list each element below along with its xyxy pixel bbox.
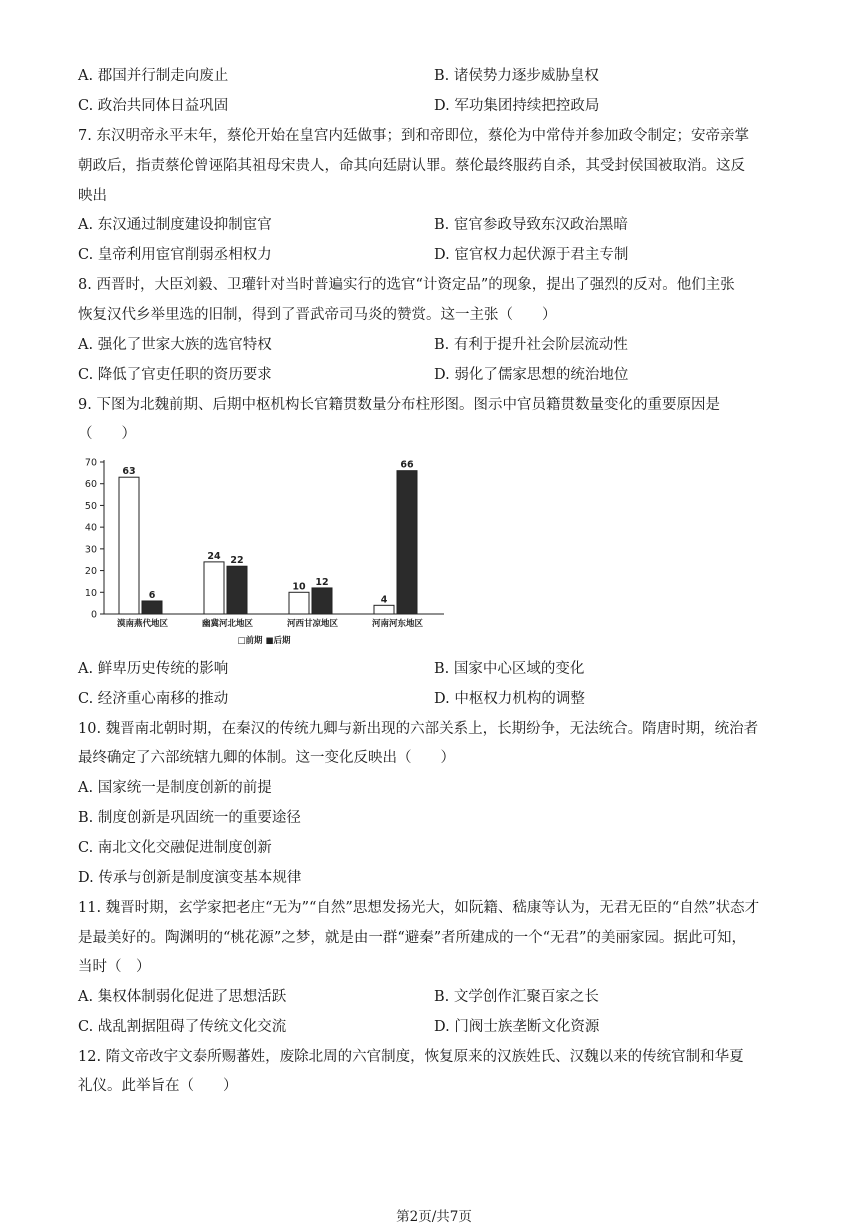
q8-option-b: B. 有利于提升社会阶层流动性 (434, 337, 628, 353)
q7-stem-line-2: 朝政后，指责蔡伦曾诬陷其祖母宋贵人，命其向廷尉认罪。蔡伦最终服药自杀，其受封侯国被取消。这反 (78, 158, 745, 174)
q7-stem-line-3: 映出 (78, 188, 107, 204)
q8-stem-line-2: 恢复汉代乡举里选的旧制，得到了晋武帝司马炎的赞赏。这一主张（ ） (78, 307, 557, 323)
y-tick-label: 10 (84, 587, 97, 599)
q8-option-d: D. 弱化了儒家思想的统治地位 (434, 367, 629, 383)
q11-option-b: B. 文学创作汇聚百家之长 (434, 989, 599, 1005)
q11-option-d: D. 门阀士族垄断文化资源 (434, 1019, 600, 1035)
q11-option-a: A. 集权体制弱化促进了思想活跃 (78, 989, 287, 1005)
bar (119, 477, 139, 614)
y-tick-label: 60 (84, 479, 97, 491)
bar (289, 592, 309, 614)
q6-option-b: B. 诸侯势力逐步威胁皇权 (434, 68, 599, 84)
y-tick-label: 70 (84, 457, 97, 469)
q6-option-d: D. 军功集团持续把控政局 (434, 98, 600, 114)
category-label: 漠南燕代地区 (116, 619, 169, 629)
q10-option-c: C. 南北文化交融促进制度创新 (78, 840, 272, 856)
q12-stem-line-1: 12. 隋文帝改宇文泰所赐蕃姓，废除北周的六官制度，恢复原来的汉族姓氏、汉魏以来的传统官制和华夏 (78, 1049, 744, 1065)
q12-stem-line-2: 礼仪。此举旨在（ ） (78, 1078, 238, 1094)
q9-stem-line-2: （ ） (78, 426, 136, 442)
q9-option-d: D. 中枢权力机构的调整 (434, 691, 585, 707)
category-label: 河南河东地区 (371, 619, 424, 629)
y-tick-label: 50 (84, 500, 97, 512)
data-label: 12 (315, 576, 329, 588)
y-tick-label: 20 (84, 566, 97, 578)
q7-option-a: A. 东汉通过制度建设抑制宦官 (78, 217, 272, 233)
q11-stem-line-2: 是最美好的。陶渊明的“桃花源”之梦，就是由一群“避秦”者所建成的一个“无君”的美丽家园。据此可知， (78, 930, 746, 946)
y-tick-label: 30 (84, 544, 97, 556)
data-label: 10 (292, 581, 306, 593)
bar (312, 588, 332, 614)
bar (227, 566, 247, 614)
category-label: 河西甘凉地区 (286, 619, 339, 629)
q11-stem-line-3: 当时（ ） (78, 959, 151, 975)
q10-option-b: B. 制度创新是巩固统一的重要途径 (78, 810, 301, 826)
data-label: 4 (380, 594, 388, 606)
q8-option-a: A. 强化了世家大族的选官特权 (78, 337, 272, 353)
data-label: 6 (148, 589, 156, 601)
q9-option-c: C. 经济重心南移的推动 (78, 691, 229, 707)
q7-stem-line-1: 7. 东汉明帝永平末年，蔡伦开始在皇宫内廷做事；到和帝即位，蔡伦为中常侍并参加政令制定；安帝亲掌 (78, 128, 749, 144)
q8-option-c: C. 降低了官吏任职的资历要求 (78, 367, 272, 383)
q9-stem-line-1: 9. 下图为北魏前期、后期中枢机构长官籍贯数量分布柱形图。图示中官员籍贯数量变化的重要原因是 (78, 397, 720, 413)
q10-stem-line-1: 10. 魏晋南北朝时期，在秦汉的传统九卿与新出现的六部关系上，长期纷争，无法统合。隋唐时期，统治者 (78, 721, 759, 737)
data-label: 63 (122, 466, 136, 478)
q8-stem-line-1: 8. 西晋时，大臣刘毅、卫瓘针对当时普遍实行的选官“计资定品”的现象，提出了强烈的反对。他们主张 (78, 277, 735, 293)
q10-stem-line-2: 最终确定了六部统辖九卿的体制。这一变化反映出（ ） (78, 750, 455, 766)
q7-option-d: D. 宦官权力起伏源于君主专制 (434, 247, 629, 263)
legend: □前期 ■后期 (237, 636, 291, 646)
bar-chart (76, 452, 448, 648)
data-label: 24 (207, 550, 221, 562)
y-tick-label: 40 (84, 522, 97, 534)
bar (204, 562, 224, 614)
q6-option-a: A. 郡国并行制走向废止 (78, 68, 229, 84)
data-label: 22 (230, 555, 244, 567)
q9-option-b: B. 国家中心区域的变化 (434, 661, 585, 677)
y-tick-label: 0 (90, 609, 97, 621)
q11-option-c: C. 战乱割据阻碍了传统文化交流 (78, 1019, 287, 1035)
q9-option-a: A. 鲜卑历史传统的影响 (78, 661, 229, 677)
q10-option-d: D. 传承与创新是制度演变基本规律 (78, 870, 302, 886)
bar (142, 601, 162, 614)
category-label: 幽冀河北地区 (201, 619, 254, 629)
q7-option-b: B. 宦官参政导致东汉政治黑暗 (434, 217, 628, 233)
q11-stem-line-1: 11. 魏晋时期，玄学家把老庄“无为”“自然”思想发扬光大，如阮籍、嵇康等认为，无君无臣的“自然”状态才 (78, 900, 760, 916)
page-number: 第2页/共7页 (396, 1209, 472, 1225)
data-label: 66 (400, 459, 414, 471)
q10-option-a: A. 国家统一是制度创新的前提 (78, 780, 272, 796)
bar (374, 605, 394, 614)
q6-option-c: C. 政治共同体日益巩固 (78, 98, 229, 114)
bar (397, 471, 417, 614)
q7-option-c: C. 皇帝利用宦官削弱丞相权力 (78, 247, 272, 263)
